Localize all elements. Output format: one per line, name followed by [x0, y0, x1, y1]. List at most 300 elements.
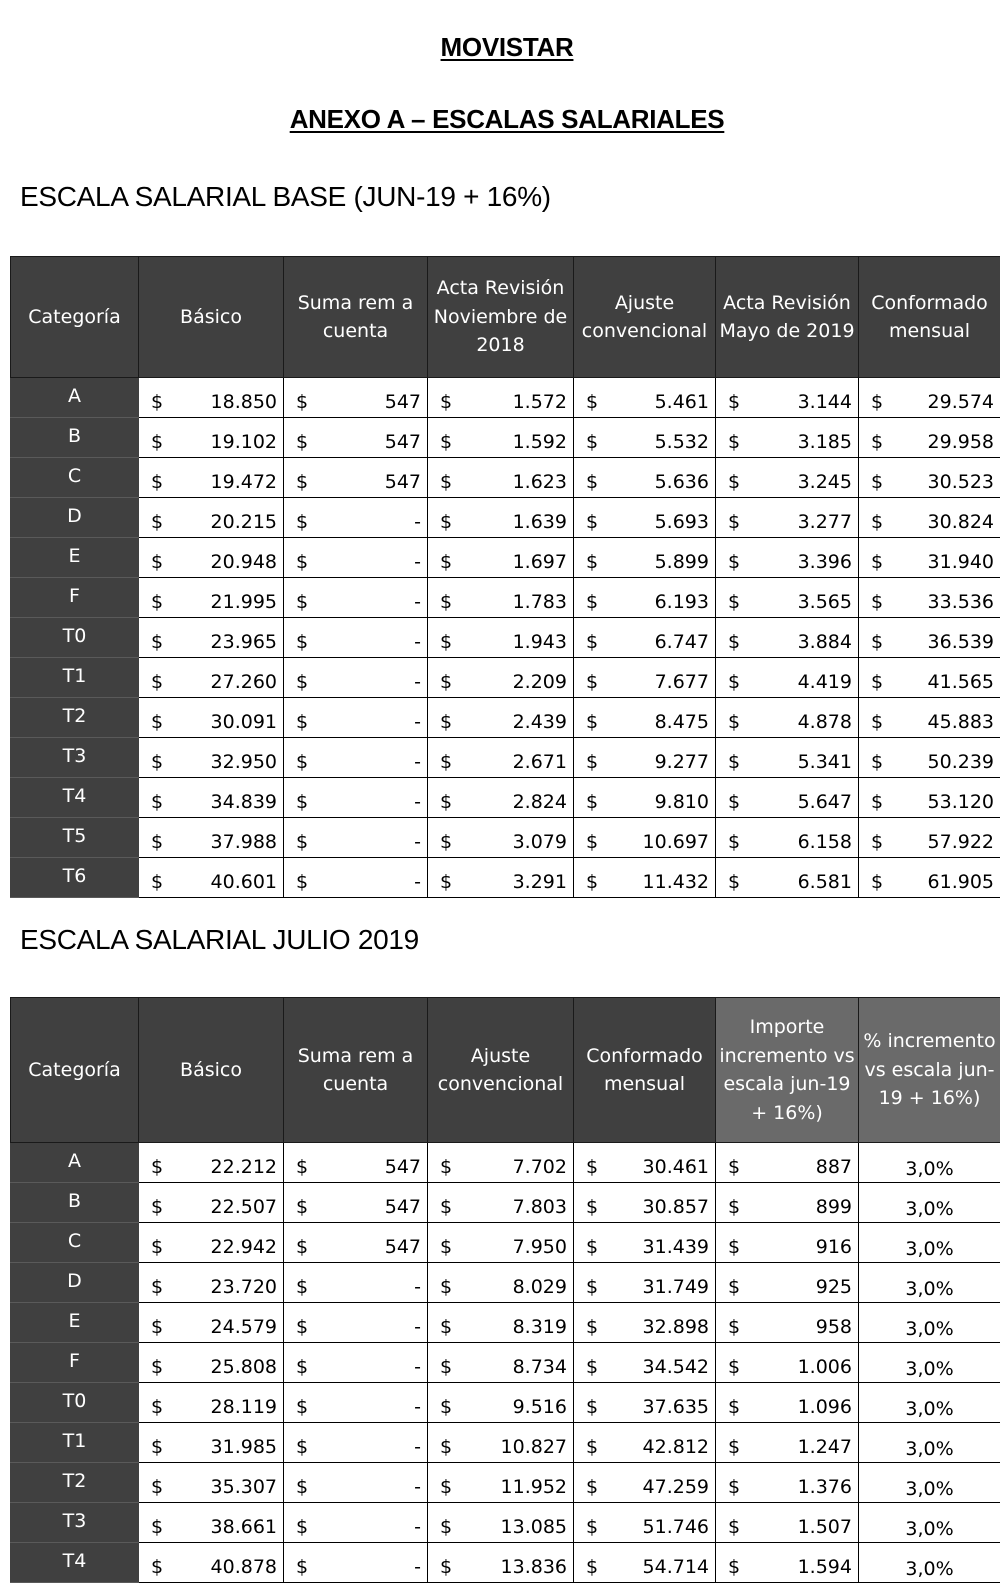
money-cell: [716, 738, 859, 778]
currency-symbol: $: [296, 790, 308, 815]
cell-value: 10.827: [501, 1435, 567, 1460]
header-acta-mayo-2019: Acta Revisión Mayo de 2019: [716, 257, 859, 378]
cell-value: 9.277: [655, 750, 709, 775]
table-row: [11, 498, 1000, 538]
cell-value: 19.472: [211, 470, 277, 495]
money-cell: [716, 578, 859, 618]
money-cell: [428, 1383, 574, 1423]
category-cell: E: [11, 538, 139, 578]
salary-scale-july-table: [10, 997, 1000, 1583]
money-cell: [428, 578, 574, 618]
currency-symbol: $: [296, 1515, 308, 1540]
money-cell-content: [716, 1275, 858, 1302]
cell-value: 53.120: [928, 790, 994, 815]
currency-symbol: $: [728, 630, 740, 655]
cell-value: 1.783: [513, 590, 567, 615]
money-cell-content: [139, 550, 283, 577]
money-cell-content: [574, 1155, 715, 1182]
money-cell-content: [428, 1435, 573, 1462]
cell-value: 3.277: [798, 510, 852, 535]
table1-body: [11, 378, 1000, 898]
money-cell-content: [859, 790, 1000, 817]
money-cell-content: [139, 1195, 283, 1222]
money-cell-content: [574, 710, 715, 737]
cell-value: 13.085: [501, 1515, 567, 1540]
cell-value: 45.883: [928, 710, 994, 735]
money-cell-content: [428, 390, 573, 417]
currency-symbol: $: [440, 790, 452, 815]
money-cell: [284, 538, 428, 578]
category-cell: T0: [11, 618, 139, 658]
cell-value: -: [414, 870, 421, 895]
money-cell: [574, 1223, 716, 1263]
currency-symbol: $: [296, 1275, 308, 1300]
cell-value: 24.579: [211, 1315, 277, 1340]
currency-symbol: $: [151, 1275, 163, 1300]
cell-value: 57.922: [928, 830, 994, 855]
money-cell-content: [139, 1235, 283, 1262]
cell-value: -: [414, 790, 421, 815]
money-cell: [139, 1383, 284, 1423]
table-row: [11, 418, 1000, 458]
money-cell: [716, 658, 859, 698]
money-cell: [716, 1223, 859, 1263]
money-cell: [859, 378, 1000, 418]
cell-value: 8.029: [513, 1275, 567, 1300]
money-cell: [139, 1343, 284, 1383]
money-cell-content: [716, 630, 858, 657]
money-cell-content: [574, 550, 715, 577]
cell-value: 1.247: [798, 1435, 852, 1460]
currency-symbol: $: [728, 1235, 740, 1260]
money-cell-content: [284, 750, 427, 777]
money-cell-content: [139, 630, 283, 657]
table-row: [11, 538, 1000, 578]
money-cell-content: [859, 870, 1000, 897]
currency-symbol: $: [440, 630, 452, 655]
currency-symbol: $: [296, 550, 308, 575]
category-cell: T1: [11, 658, 139, 698]
money-cell: [859, 658, 1000, 698]
currency-symbol: $: [440, 670, 452, 695]
percent-cell: 3,0%: [859, 1263, 1000, 1303]
money-cell: [139, 1543, 284, 1583]
money-cell-content: [428, 1555, 573, 1582]
money-cell: [716, 1143, 859, 1183]
table-row: [11, 1303, 1000, 1343]
money-cell-content: [574, 390, 715, 417]
percent-cell: 3,0%: [859, 1383, 1000, 1423]
currency-symbol: $: [871, 550, 883, 575]
currency-symbol: $: [296, 670, 308, 695]
currency-symbol: $: [296, 830, 308, 855]
money-cell: [284, 1183, 428, 1223]
cell-value: 37.635: [643, 1395, 709, 1420]
table-row: [11, 738, 1000, 778]
currency-symbol: $: [728, 670, 740, 695]
money-cell-content: [139, 1395, 283, 1422]
cell-value: -: [414, 1275, 421, 1300]
cell-value: -: [414, 750, 421, 775]
money-cell-content: [139, 510, 283, 537]
currency-symbol: $: [296, 870, 308, 895]
header-ajuste: Ajuste convencional: [428, 998, 574, 1143]
category-cell: B: [11, 418, 139, 458]
currency-symbol: $: [296, 590, 308, 615]
money-cell: [716, 1343, 859, 1383]
currency-symbol: $: [586, 750, 598, 775]
currency-symbol: $: [586, 630, 598, 655]
currency-symbol: $: [586, 590, 598, 615]
table-row: [11, 858, 1000, 898]
cell-value: 22.212: [211, 1155, 277, 1180]
cell-value: 4.419: [798, 670, 852, 695]
currency-symbol: $: [586, 390, 598, 415]
currency-symbol: $: [296, 710, 308, 735]
money-cell-content: [716, 1435, 858, 1462]
money-cell-content: [716, 590, 858, 617]
money-cell: [716, 858, 859, 898]
cell-value: 13.836: [501, 1555, 567, 1580]
money-cell-content: [428, 630, 573, 657]
money-cell-content: [716, 1395, 858, 1422]
currency-symbol: $: [151, 1435, 163, 1460]
cell-value: -: [414, 830, 421, 855]
money-cell: [139, 418, 284, 458]
money-cell-content: [139, 830, 283, 857]
cell-value: 4.878: [798, 710, 852, 735]
money-cell-content: [428, 1395, 573, 1422]
currency-symbol: $: [296, 1195, 308, 1220]
currency-symbol: $: [586, 510, 598, 535]
money-cell: [428, 1143, 574, 1183]
money-cell: [284, 698, 428, 738]
money-cell-content: [428, 590, 573, 617]
money-cell-content: [859, 470, 1000, 497]
cell-value: 23.720: [211, 1275, 277, 1300]
header-conformado: Conformado mensual: [859, 257, 1000, 378]
money-cell: [139, 1183, 284, 1223]
cell-value: 8.319: [513, 1315, 567, 1340]
currency-symbol: $: [440, 750, 452, 775]
currency-symbol: $: [728, 1475, 740, 1500]
money-cell-content: [139, 670, 283, 697]
money-cell: [428, 378, 574, 418]
money-cell: [428, 458, 574, 498]
money-cell: [284, 1423, 428, 1463]
money-cell-content: [574, 1555, 715, 1582]
money-cell: [428, 498, 574, 538]
cell-value: 29.574: [928, 390, 994, 415]
money-cell: [716, 778, 859, 818]
currency-symbol: $: [728, 590, 740, 615]
money-cell-content: [139, 750, 283, 777]
money-cell-content: [428, 510, 573, 537]
category-cell: B: [11, 1183, 139, 1223]
money-cell: [859, 498, 1000, 538]
table-row: [11, 1503, 1000, 1543]
category-cell: C: [11, 458, 139, 498]
currency-symbol: $: [586, 1475, 598, 1500]
currency-symbol: $: [440, 1475, 452, 1500]
money-cell-content: [139, 1155, 283, 1182]
money-cell-content: [716, 1355, 858, 1382]
money-cell: [284, 858, 428, 898]
cell-value: 8.475: [655, 710, 709, 735]
money-cell-content: [574, 510, 715, 537]
currency-symbol: $: [871, 710, 883, 735]
money-cell: [859, 698, 1000, 738]
money-cell-content: [716, 1515, 858, 1542]
money-cell-content: [716, 670, 858, 697]
category-cell: T0: [11, 1383, 139, 1423]
money-cell-content: [284, 790, 427, 817]
money-cell-content: [574, 1355, 715, 1382]
money-cell: [284, 498, 428, 538]
money-cell-content: [716, 390, 858, 417]
currency-symbol: $: [586, 1355, 598, 1380]
money-cell: [428, 618, 574, 658]
cell-value: -: [414, 550, 421, 575]
currency-symbol: $: [151, 1195, 163, 1220]
cell-value: 5.341: [798, 750, 852, 775]
cell-value: 27.260: [211, 670, 277, 695]
cell-value: 6.747: [655, 630, 709, 655]
money-cell-content: [428, 1355, 573, 1382]
table2-title: ESCALA SALARIAL JULIO 2019: [20, 924, 419, 956]
money-cell-content: [574, 430, 715, 457]
currency-symbol: $: [296, 1475, 308, 1500]
money-cell: [716, 1543, 859, 1583]
category-cell: F: [11, 1343, 139, 1383]
currency-symbol: $: [296, 1435, 308, 1460]
money-cell: [284, 1223, 428, 1263]
money-cell: [284, 1503, 428, 1543]
table-row: [11, 1263, 1000, 1303]
category-cell: T1: [11, 1423, 139, 1463]
cell-value: 40.878: [211, 1555, 277, 1580]
money-cell: [139, 1303, 284, 1343]
money-cell-content: [574, 1475, 715, 1502]
category-cell: T3: [11, 738, 139, 778]
currency-symbol: $: [871, 630, 883, 655]
header-categoria: Categoría: [11, 257, 139, 378]
money-cell-content: [428, 710, 573, 737]
currency-symbol: $: [296, 630, 308, 655]
money-cell-content: [859, 430, 1000, 457]
cell-value: 22.507: [211, 1195, 277, 1220]
money-cell-content: [139, 430, 283, 457]
percent-cell: 3,0%: [859, 1343, 1000, 1383]
money-cell: [139, 578, 284, 618]
currency-symbol: $: [871, 670, 883, 695]
currency-symbol: $: [296, 1235, 308, 1260]
cell-value: 7.702: [513, 1155, 567, 1180]
cell-value: 1.594: [798, 1555, 852, 1580]
cell-value: 34.839: [211, 790, 277, 815]
money-cell: [859, 858, 1000, 898]
money-cell-content: [139, 1475, 283, 1502]
currency-symbol: $: [871, 510, 883, 535]
currency-symbol: $: [440, 1555, 452, 1580]
cell-value: 2.824: [513, 790, 567, 815]
table-row: [11, 1223, 1000, 1263]
percent-cell: 3,0%: [859, 1183, 1000, 1223]
money-cell: [139, 1223, 284, 1263]
money-cell: [428, 658, 574, 698]
money-cell: [574, 498, 716, 538]
category-cell: T3: [11, 1503, 139, 1543]
money-cell: [284, 658, 428, 698]
cell-value: 18.850: [211, 390, 277, 415]
money-cell-content: [284, 390, 427, 417]
category-cell: A: [11, 1143, 139, 1183]
currency-symbol: $: [151, 1395, 163, 1420]
money-cell-content: [428, 870, 573, 897]
money-cell-content: [139, 790, 283, 817]
money-cell-content: [716, 750, 858, 777]
currency-symbol: $: [296, 1315, 308, 1340]
currency-symbol: $: [728, 710, 740, 735]
money-cell: [284, 1263, 428, 1303]
cell-value: 6.158: [798, 830, 852, 855]
money-cell: [284, 1143, 428, 1183]
money-cell-content: [284, 1475, 427, 1502]
money-cell-content: [284, 1515, 427, 1542]
currency-symbol: $: [151, 1155, 163, 1180]
money-cell-content: [139, 470, 283, 497]
money-cell-content: [284, 1275, 427, 1302]
money-cell: [428, 1223, 574, 1263]
money-cell-content: [428, 1275, 573, 1302]
cell-value: 31.940: [928, 550, 994, 575]
cell-value: 31.439: [643, 1235, 709, 1260]
money-cell: [428, 1503, 574, 1543]
money-cell: [139, 618, 284, 658]
currency-symbol: $: [440, 1275, 452, 1300]
table-row: [11, 778, 1000, 818]
money-cell-content: [139, 590, 283, 617]
currency-symbol: $: [440, 470, 452, 495]
percent-cell: 3,0%: [859, 1503, 1000, 1543]
cell-value: 547: [385, 430, 421, 455]
money-cell: [284, 1383, 428, 1423]
cell-value: 51.746: [643, 1515, 709, 1540]
cell-value: 40.601: [211, 870, 277, 895]
percent-cell: 3,0%: [859, 1423, 1000, 1463]
currency-symbol: $: [440, 1195, 452, 1220]
money-cell: [574, 618, 716, 658]
currency-symbol: $: [728, 1195, 740, 1220]
currency-symbol: $: [151, 550, 163, 575]
currency-symbol: $: [151, 510, 163, 535]
currency-symbol: $: [586, 1555, 598, 1580]
money-cell-content: [859, 510, 1000, 537]
money-cell-content: [716, 430, 858, 457]
money-cell: [139, 538, 284, 578]
cell-value: 3.185: [798, 430, 852, 455]
cell-value: 31.749: [643, 1275, 709, 1300]
money-cell: [859, 458, 1000, 498]
money-cell: [574, 1383, 716, 1423]
currency-symbol: $: [151, 870, 163, 895]
cell-value: 5.693: [655, 510, 709, 535]
cell-value: 30.857: [643, 1195, 709, 1220]
money-cell: [574, 1343, 716, 1383]
cell-value: 5.636: [655, 470, 709, 495]
currency-symbol: $: [586, 1195, 598, 1220]
currency-symbol: $: [440, 1155, 452, 1180]
table-row: [11, 1423, 1000, 1463]
cell-value: 1.376: [798, 1475, 852, 1500]
money-cell: [428, 1263, 574, 1303]
cell-value: 30.824: [928, 510, 994, 535]
money-cell-content: [574, 470, 715, 497]
cell-value: 19.102: [211, 430, 277, 455]
currency-symbol: $: [440, 510, 452, 535]
cell-value: 5.532: [655, 430, 709, 455]
cell-value: 32.898: [643, 1315, 709, 1340]
money-cell: [574, 738, 716, 778]
currency-symbol: $: [440, 430, 452, 455]
cell-value: 958: [816, 1315, 852, 1340]
category-cell: T2: [11, 698, 139, 738]
money-cell-content: [428, 830, 573, 857]
money-cell-content: [859, 550, 1000, 577]
money-cell-content: [139, 390, 283, 417]
currency-symbol: $: [151, 1355, 163, 1380]
cell-value: 30.523: [928, 470, 994, 495]
cell-value: 7.677: [655, 670, 709, 695]
cell-value: 3.245: [798, 470, 852, 495]
money-cell: [859, 418, 1000, 458]
money-cell-content: [574, 1395, 715, 1422]
money-cell: [716, 418, 859, 458]
currency-symbol: $: [728, 1435, 740, 1460]
cell-value: 23.965: [211, 630, 277, 655]
money-cell: [139, 498, 284, 538]
currency-symbol: $: [728, 1155, 740, 1180]
money-cell-content: [716, 1235, 858, 1262]
currency-symbol: $: [151, 1555, 163, 1580]
money-cell-content: [428, 790, 573, 817]
money-cell: [574, 1503, 716, 1543]
currency-symbol: $: [440, 550, 452, 575]
money-cell: [574, 378, 716, 418]
cell-value: -: [414, 710, 421, 735]
money-cell-content: [139, 1275, 283, 1302]
cell-value: 9.810: [655, 790, 709, 815]
percent-cell: 3,0%: [859, 1543, 1000, 1583]
currency-symbol: $: [586, 1315, 598, 1340]
table-row: [11, 378, 1000, 418]
currency-symbol: $: [728, 470, 740, 495]
company-title: MOVISTAR: [0, 32, 1000, 63]
currency-symbol: $: [440, 590, 452, 615]
currency-symbol: $: [440, 1355, 452, 1380]
money-cell-content: [716, 710, 858, 737]
table-row: [11, 1183, 1000, 1223]
cell-value: 1.943: [513, 630, 567, 655]
cell-value: 28.119: [211, 1395, 277, 1420]
currency-symbol: $: [440, 1395, 452, 1420]
money-cell: [284, 1463, 428, 1503]
money-cell-content: [284, 430, 427, 457]
currency-symbol: $: [440, 1315, 452, 1340]
cell-value: 20.948: [211, 550, 277, 575]
currency-symbol: $: [728, 830, 740, 855]
money-cell: [574, 458, 716, 498]
